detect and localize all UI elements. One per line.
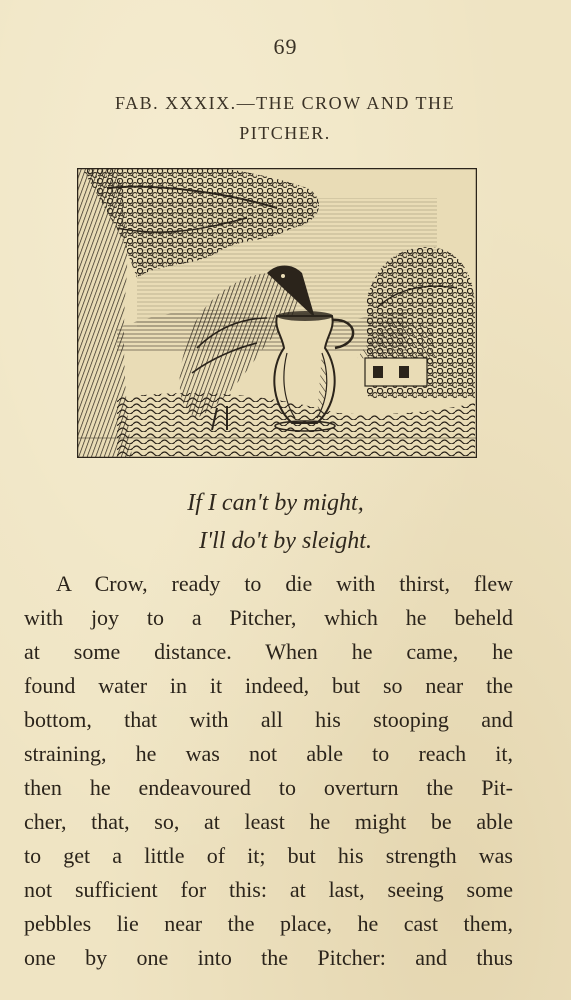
body-line: pebbles lie near the place, he cast them, xyxy=(24,911,513,936)
body-line: to get a little of it; but his strength was xyxy=(24,843,513,868)
fable-motto xyxy=(0,484,571,560)
body-line: found water in it indeed, but so near the xyxy=(24,673,513,698)
fable-title xyxy=(40,88,530,148)
body-line: at some distance. When he came, he xyxy=(24,639,513,664)
body-line: cher, that, so, at least he might be able xyxy=(24,809,513,834)
fable-body xyxy=(24,567,513,975)
body-line: not sufficient for this: at last, seeing some xyxy=(24,877,513,902)
motto-line-1: If I can't by might, xyxy=(187,490,364,516)
fable-title-line-1: FAB. XXXIX.—THE CROW AND THE xyxy=(114,93,455,113)
body-line: straining, he was not able to reach it, xyxy=(24,741,513,766)
motto-line-2: I'll do't by sleight. xyxy=(199,528,372,554)
woodcut-illustration xyxy=(77,168,477,458)
body-line: bottom, that with all his stooping and xyxy=(24,707,513,732)
body-line: one by one into the Pitcher: and thus xyxy=(24,945,513,970)
body-line: then he endeavoured to overturn the Pit- xyxy=(24,775,513,800)
body-line: with joy to a Pitcher, which he beheld xyxy=(24,605,513,630)
page-number: 69 xyxy=(273,34,298,59)
fable-title-line-2: PITCHER. xyxy=(239,123,331,143)
body-line: A Crow, ready to die with thirst, flew xyxy=(56,571,513,596)
